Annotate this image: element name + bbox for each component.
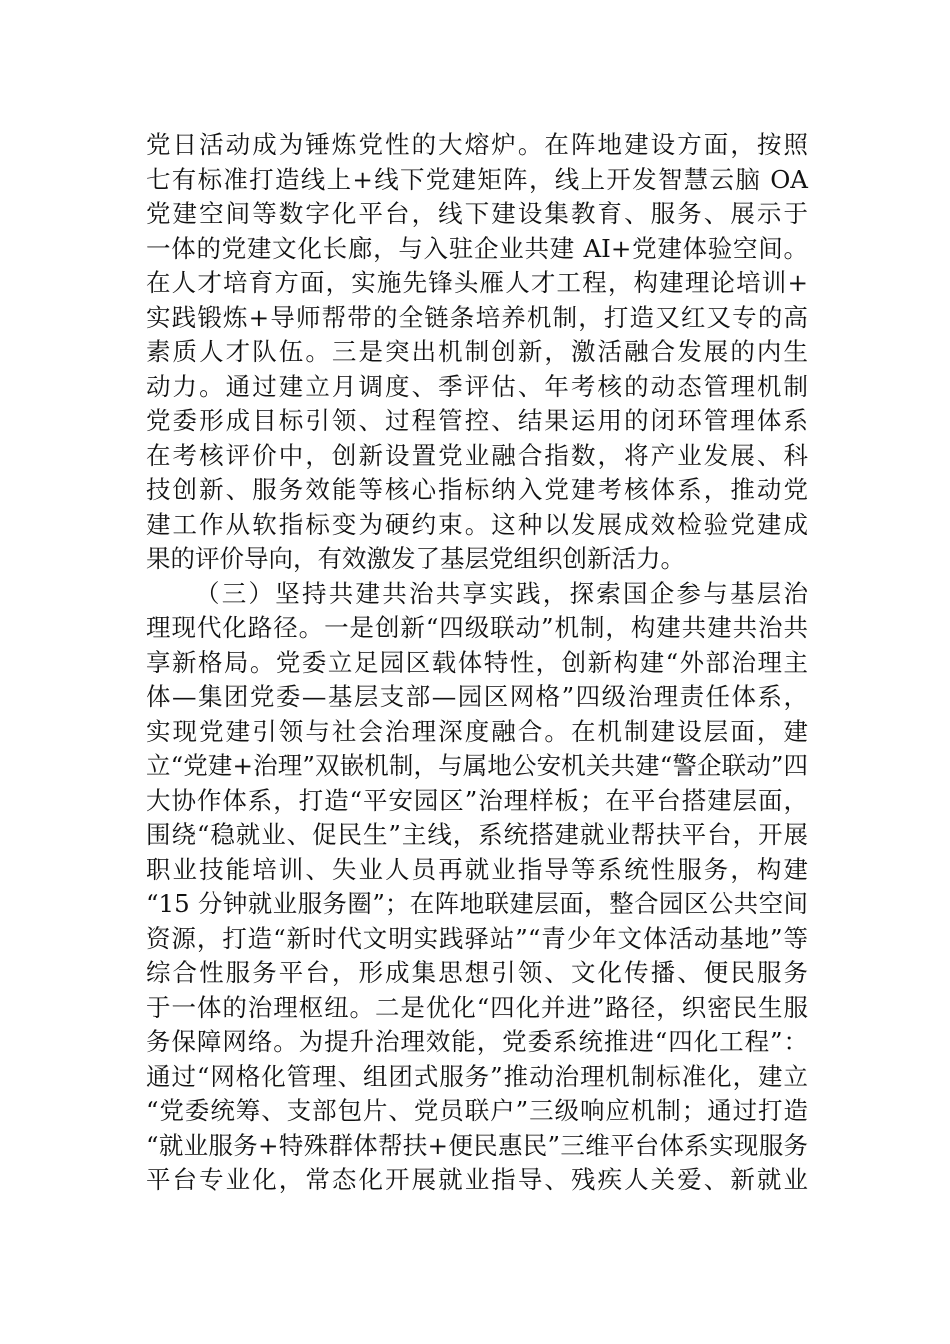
text-line: 党委形成目标引领、过程管控、结果运用的闭环管理体系 (146, 406, 808, 435)
text-line: 于一体的治理枢纽。二是优化“四化并进”路径，织密民生服 (146, 992, 808, 1022)
text-line: 围绕“稳就业、促民生”主线，系统搭建就业帮扶平台，开展 (146, 820, 808, 849)
text-line: 务保障网络。为提升治理效能，党委系统推进“四化工程”： (146, 1027, 808, 1056)
text-line: 动力。通过建立月调度、季评估、年考核的动态管理机制 (146, 371, 808, 401)
text-line: 实践锻炼+导师帮带的全链条培养机制，打造又红又专的高 (146, 302, 808, 332)
text-line: 在考核评价中，创新设置党业融合指数，将产业发展、科 (146, 440, 808, 470)
text-line: 通过“网格化管理、组团式服务”推动治理机制标准化，建立 (146, 1061, 808, 1091)
text-line: 大协作体系，打造“平安园区”治理样板；在平台搭建层面， (146, 785, 808, 815)
text-line: 立“党建+治理”双嵌机制，与属地公安机关共建“警企联动”四 (146, 751, 808, 780)
text-line: 七有标准打造线上+线下党建矩阵，线上开发智慧云脑 OA (146, 164, 808, 194)
text-line: 在人才培育方面，实施先锋头雁人才工程，构建理论培训+ (146, 268, 808, 297)
text-line: 实现党建引领与社会治理深度融合。在机制建设层面，建 (146, 716, 808, 746)
text-line: 职业技能培训、失业人员再就业指导等系统性服务，构建 (146, 854, 808, 884)
text-line: 享新格局。党委立足园区载体特性，创新构建“外部治理主 (146, 647, 808, 677)
text-line: 党建空间等数字化平台，线下建设集教育、服务、展示于 (146, 199, 808, 228)
text-line: 技创新、服务效能等核心指标纳入党建考核体系，推动党 (146, 475, 808, 504)
text-line: “党委统筹、支部包片、党员联户”三级响应机制；通过打造 (146, 1096, 808, 1125)
text-line: 一体的党建文化长廊，与入驻企业共建 AI+党建体验空间。 (146, 233, 808, 263)
text-line: 理现代化路径。一是创新“四级联动”机制，构建共建共治共 (146, 613, 808, 642)
paragraph-end-line: 果的评价导向，有效激发了基层党组织创新活力。 (146, 544, 685, 573)
text-line: 体—集团党委—基层支部—园区网格”四级治理责任体系， (146, 682, 808, 711)
text-line: “15 分钟就业服务圈”；在阵地联建层面，整合园区公共空间 (146, 889, 808, 918)
text-line: 平台专业化，常态化开展就业指导、残疾人关爱、新就业 (146, 1165, 808, 1194)
text-line: 综合性服务平台，形成集思想引领、文化传播、便民服务 (146, 958, 808, 987)
section-heading-line: （三）坚持共建共治共享实践，探索国企参与基层治 (195, 578, 808, 608)
text-line: “就业服务+特殊群体帮扶+便民惠民”三维平台体系实现服务 (146, 1130, 808, 1160)
body-text (146, 128, 808, 1198)
text-line: 建工作从软指标变为硬约束。这种以发展成效检验党建成 (146, 509, 808, 539)
text-line: 素质人才队伍。三是突出机制创新，激活融合发展的内生 (146, 337, 808, 366)
text-line: 党日活动成为锤炼党性的大熔炉。在阵地建设方面，按照 (146, 130, 808, 159)
text-line: 资源，打造“新时代文明实践驿站”“青少年文体活动基地”等 (146, 923, 808, 953)
